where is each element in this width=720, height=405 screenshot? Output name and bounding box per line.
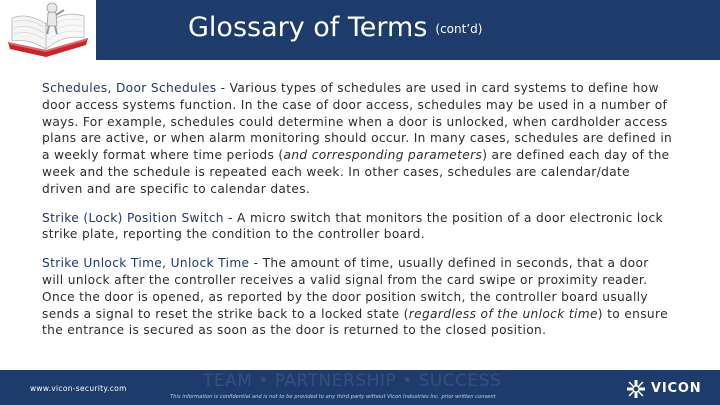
vicon-brand — [625, 378, 715, 400]
definition-text: - Various types of schedules are used in card systems to define how door access systems function. In the case of door access, schedules may be used in a number of ways. For example, schedules could determine when a door is unlocked, when cardholder access plans are active, or when alarm monitoring should occur. In many cases, schedules are defined in a weekly format where time periods ( — [42, 81, 673, 163]
title-text: Glossary of Terms — [188, 12, 428, 43]
glossary-term: Strike (Lock) Position Switch — [42, 210, 224, 225]
glossary-entry — [42, 80, 674, 198]
disclaimer: This information is confidential and is not to be provided to any third party without Vicon Industries Inc. prior written consent — [170, 394, 496, 400]
glossary-entry — [42, 255, 674, 339]
vicon-logo-icon — [625, 378, 647, 400]
tagline: TEAM • PARTNERSHIP • SUCCESS — [203, 371, 502, 391]
website-link[interactable]: www.vicon-security.com — [30, 384, 127, 393]
page-title — [188, 12, 482, 48]
header-bar — [0, 0, 720, 60]
glossary-content — [42, 80, 674, 351]
brand-name: VICON — [651, 381, 702, 396]
glossary-term: Strike Unlock Time, Unlock Time — [42, 256, 250, 271]
glossary-term: Schedules, Door Schedules — [42, 81, 217, 95]
definition-text: ) are defined each day of the week and the schedule is repeated each week. In other cases, schedules are calendar/date driven and are specific to calendar dates. — [42, 148, 670, 196]
open-book-icon — [0, 0, 96, 60]
definition-text: ) to ensure the entrance is secured as soon as the door is returned to the closed position. — [42, 306, 668, 338]
definition-text: - The amount of time, usually defined in seconds, that a door will unlock after the controller receives a valid signal from the card swipe or proximity reader. Once the door is opened, as reported by the door position switch, the controller board usually sends a signal to reset the strike back to a locked state ( — [42, 256, 649, 321]
definition-emphasis: and corresponding parameters — [283, 148, 483, 163]
footer-bar — [0, 370, 720, 405]
title-subtitle: (cont’d) — [435, 22, 483, 36]
glossary-entry — [42, 210, 674, 244]
definition-emphasis: regardless of the unlock time — [408, 306, 598, 321]
definition-text: - A micro switch that monitors the position of a door electronic lock strike plate, reporting the condition to the controller board. — [42, 210, 663, 242]
logo-area — [0, 0, 96, 60]
